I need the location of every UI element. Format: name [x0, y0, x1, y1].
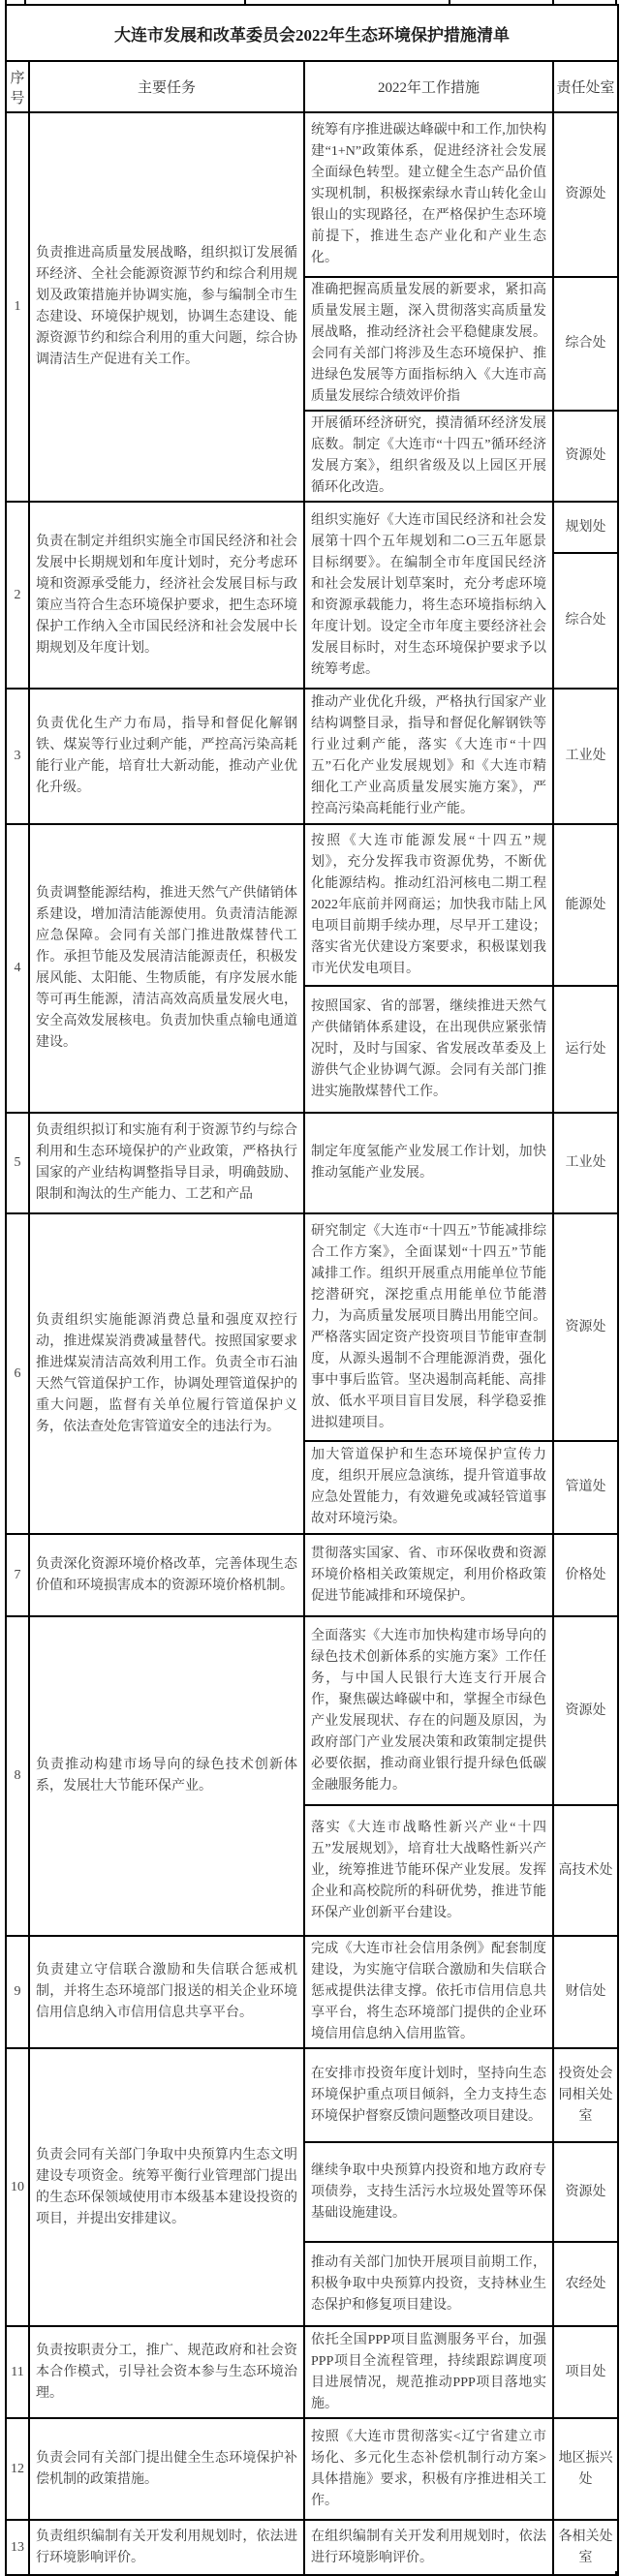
measure-cell: 组织实施好《大连市国民经济和社会发展第十四个五年规划和二O三五年愿景目标纲要》。在编制全市年度国民经济和社会发展计划草案时，充分考虑环境和资源承载能力，将生态环境指标纳入年度计划。设定全市年度主要经济社会发展目标时，对生态环境保护要求予以统筹考虑。 — [304, 502, 553, 689]
dept-cell: 资源处 — [553, 411, 618, 502]
col-header-dept: 责任处室 — [553, 61, 618, 112]
table-edge-stub — [615, 2571, 617, 2576]
dept-cell: 综合处 — [553, 277, 618, 411]
dept-cell: 综合处 — [553, 553, 618, 689]
task-cell: 负责组织编制有关开发利用规划时，依法进行环境影响评价。 — [29, 2520, 304, 2575]
measure-cell: 按照国家、省的部署，继续推进天然气产供储销体系建设，在出现供应紧张情况时，及时与国家、省发展改革委及上游供气企业协调气源。会同有关部门推进实施散煤替代工作。 — [304, 986, 553, 1113]
measure-cell: 开展循环经济研究，摸清循环经济发展底数。制定《大连市“十四五”循环经济发展方案》，组织省级及以上园区开展循环化改造。 — [304, 411, 553, 502]
measure-cell: 统筹有序推进碳达峰碳中和工作,加快构建“1+N”政策体系，促进经济社会发展全面绿色转型。建立健全生态产品价值实现机制，积极探索绿水青山转化金山银山的实现路径，在严格保护生态环境前提下，推进生态产业化和产业生态化。 — [304, 112, 553, 277]
task-cell: 负责推进高质量发展战略，组织拟订发展循环经济、全社会能源资源节约和综合利用规划及政策措施并协调实施，参与编制全市生态建设、环境保护规划，协调生态建设、能源资源节约和综合利用的重大问题，综合协调清洁生产促进有关工作。 — [29, 112, 304, 502]
task-cell: 负责建立守信联合激励和失信联合惩戒机制，并将生态环境部门报送的相关企业环境信用信息纳入市信用信息共享平台。 — [29, 1936, 304, 2048]
dept-cell: 资源处 — [553, 2142, 618, 2242]
task-cell: 负责优化生产力布局，指导和督促化解钢铁、煤炭等行业过剩产能，严控高污染高耗能行业产能，培育壮大新动能，推动产业优化升级。 — [29, 689, 304, 824]
row-number: 1 — [6, 112, 29, 502]
task-cell: 负责组织实施能源消费总量和强度双控行动，推进煤炭消费减量替代。按照国家要求推进煤炭清洁高效利用工作。负责全市石油天然气管道保护工作，协调处理管道保护的重大问题，监督有关单位履行管道保护义务，依法查处危害管道安全的违法行为。 — [29, 1213, 304, 1534]
task-cell: 负责调整能源结构，推进天然气产供储销体系建设，增加清洁能源使用。负责清洁能源应急保障。会同有关部门推进散煤替代工作。承担节能及发展清洁能源责任，积极发展风能、太阳能、生物质能，有序发展水能等可再生能源，清洁高效高质量发展火电，安全高效发展核电。负责加快重点输电通道建设。 — [29, 824, 304, 1113]
measure-cell: 在组织编制有关开发利用规划时，依法进行环境影响评价。 — [304, 2520, 553, 2575]
measure-cell: 完成《大连市社会信用条例》配套制度建设，为实施守信联合激励和失信联合惩戒提供法律支撑。依托市信用信息共享平台，将生态环境部门提供的企业环境信用信息纳入信用监管。 — [304, 1936, 553, 2048]
dept-cell: 能源处 — [553, 824, 618, 986]
table-edge-stub — [28, 2571, 30, 2576]
dept-cell: 财信处 — [553, 1936, 618, 2048]
task-cell: 负责在制定并组织实施全市国民经济和社会发展中长期规划和年度计划时，充分考虑环境和资源承受能力，经济社会发展目标与政策应当符合生态环境保护要求，把生态环境保护工作纳入全市国民经济和社会发展中长期规划及年度计划。 — [29, 502, 304, 689]
task-cell: 负责按职责分工，推广、规范政府和社会资本合作模式，引导社会资本参与生态环境治理。 — [29, 2326, 304, 2418]
col-header-task: 主要任务 — [29, 61, 304, 112]
task-cell: 负责深化资源环境价格改革，完善体现生态价值和环境损害成本的资源环境价格机制。 — [29, 1534, 304, 1616]
document-title: 大连市发展和改革委员会2022年生态环境保护措施清单 — [6, 5, 618, 61]
measure-cell: 研究制定《大连市“十四五”节能减排综合工作方案》，全面谋划“十四五”节能减排工作。组织开展重点用能单位节能挖潜研究，深挖重点用能单位节能潜力，为高质量发展项目腾出用能空间。严格落实固定资产投资项目节能审查制度，从源头遏制不合理能源消费，强化事中事后监管。坚决遏制高耗能、高排放、低水平项目盲目发展，科学稳妥推进拟建项目。 — [304, 1213, 553, 1441]
dept-cell: 工业处 — [553, 689, 618, 824]
dept-cell: 各相关处室 — [553, 2520, 618, 2575]
measure-cell: 推动产业优化升级，严格执行国家产业结构调整目录，指导和督促化解钢铁等行业过剩产能，落实《大连市“十四五”石化产业发展规划》和《大连市精细化工产业高质量发展实施方案》，严控高污染高耗能行业产能。 — [304, 689, 553, 824]
row-number: 10 — [6, 2048, 29, 2326]
measure-cell: 贯彻落实国家、省、市环保收费和资源环境价格相关政策规定，利用价格政策促进节能减排和环境保护。 — [304, 1534, 553, 1616]
dept-cell: 高技术处 — [553, 1805, 618, 1936]
task-cell: 负责会同有关部门争取中央预算内生态文明建设专项资金。统筹平衡行业管理部门提出的生态环保领域使用市本级基本建设投资的项目，并提出安排建议。 — [29, 2048, 304, 2326]
measure-cell: 在安排市投资年度计划时，坚持向生态环境保护重点项目倾斜，全力支持生态环境保护督察反馈问题整改项目建设。 — [304, 2048, 553, 2142]
row-number: 13 — [6, 2520, 29, 2575]
task-cell: 负责会同有关部门提出健全生态环境保护补偿机制的政策措施。 — [29, 2418, 304, 2520]
measure-cell: 全面落实《大连市加快构建市场导向的绿色技术创新体系的实施方案》工作任务，与中国人民银行大连支行开展合作，聚焦碳达峰碳中和，掌握全市绿色产业发展现状、存在的问题及原因，为政府部门产业发展决策和政策制定提供必要依据，推动商业银行提升绿色低碳金融服务能力。 — [304, 1616, 553, 1805]
dept-cell: 运行处 — [553, 986, 618, 1113]
dept-cell: 规划处 — [553, 502, 618, 553]
row-number: 8 — [6, 1616, 29, 1936]
row-number: 2 — [6, 502, 29, 689]
table-edge-stub — [303, 2571, 305, 2576]
measure-cell: 依托全国PPP项目监测服务平台，加强PPP项目全流程管理，持续跟踪调度项目进展情况，规范推动PPP项目落地实施。 — [304, 2326, 553, 2418]
dept-cell: 资源处 — [553, 1213, 618, 1441]
measure-cell: 准确把握高质量发展的新要求，紧扣高质量发展主题，深入贯彻落实高质量发展战略，推动经济社会平稳健康发展。会同有关部门将涉及生态环境保护、推进绿色发展等方面指标纳入《大连市高质量发展综合绩效评价指 — [304, 277, 553, 411]
table-edge-stub — [552, 2571, 554, 2576]
measure-cell: 继续争取中央预算内投资和地方政府专项债券，支持生活污水垃圾处置等环保基础设施建设。 — [304, 2142, 553, 2242]
dept-cell: 工业处 — [553, 1113, 618, 1213]
row-number: 11 — [6, 2326, 29, 2418]
task-cell: 负责推动构建市场导向的绿色技术创新体系，发展壮大节能环保产业。 — [29, 1616, 304, 1936]
measure-cell: 推动有关部门加快开展项目前期工作，积极争取中央预算内投资，支持林业生态保护和修复项目建设。 — [304, 2242, 553, 2326]
row-number: 7 — [6, 1534, 29, 1616]
dept-cell: 价格处 — [553, 1534, 618, 1616]
task-cell: 负责组织拟订和实施有利于资源节约与综合利用和生态环境保护的产业政策，严格执行国家的产业结构调整指导目录，明确鼓励、限制和淘汰的生产能力、工艺和产品 — [29, 1113, 304, 1213]
dept-cell: 地区振兴处 — [553, 2418, 618, 2520]
dept-cell: 项目处 — [553, 2326, 618, 2418]
col-header-no: 序号 — [6, 61, 29, 112]
measure-cell: 落实《大连市战略性新兴产业“十四五”发展规划》，培育壮大战略性新兴产业，统筹推进节能环保产业发展。发挥企业和高校院所的科研优势，推进节能环保产业创新平台建设。 — [304, 1805, 553, 1936]
dept-cell: 管道处 — [553, 1441, 618, 1534]
dept-cell: 资源处 — [553, 1616, 618, 1805]
row-number: 12 — [6, 2418, 29, 2520]
measure-cell: 制定年度氢能产业发展工作计划，加快推动氢能产业发展。 — [304, 1113, 553, 1213]
dept-cell: 资源处 — [553, 112, 618, 277]
row-number: 3 — [6, 689, 29, 824]
col-header-measures: 2022年工作措施 — [304, 61, 553, 112]
row-number: 9 — [6, 1936, 29, 2048]
dept-cell: 投资处会同相关处室 — [553, 2048, 618, 2142]
row-number: 6 — [6, 1213, 29, 1534]
measure-cell: 按照《大连市贯彻落实<辽宁省建立市场化、多元化生态补偿机制行动方案>具体措施》要求，积极有序推进相关工作。 — [304, 2418, 553, 2520]
table-edge-stub — [5, 2571, 7, 2576]
measure-cell: 加大管道保护和生态环境保护宣传力度，组织开展应急演练，提升管道事故应急处置能力，有效避免或减轻管道事故对环境污染。 — [304, 1441, 553, 1534]
dept-cell: 农经处 — [553, 2242, 618, 2326]
row-number: 5 — [6, 1113, 29, 1213]
measure-cell: 按照《大连市能源发展“十四五”规划》，充分发挥我市资源优势，不断优化能源结构。推动红沿河核电二期工程2022年底前并网商运；加快我市陆上风电项目前期手续办理，尽早开工建设；落实省光伏建设方案要求，积极谋划我市光伏发电项目。 — [304, 824, 553, 986]
row-number: 4 — [6, 824, 29, 1113]
measures-table — [5, 4, 619, 2576]
